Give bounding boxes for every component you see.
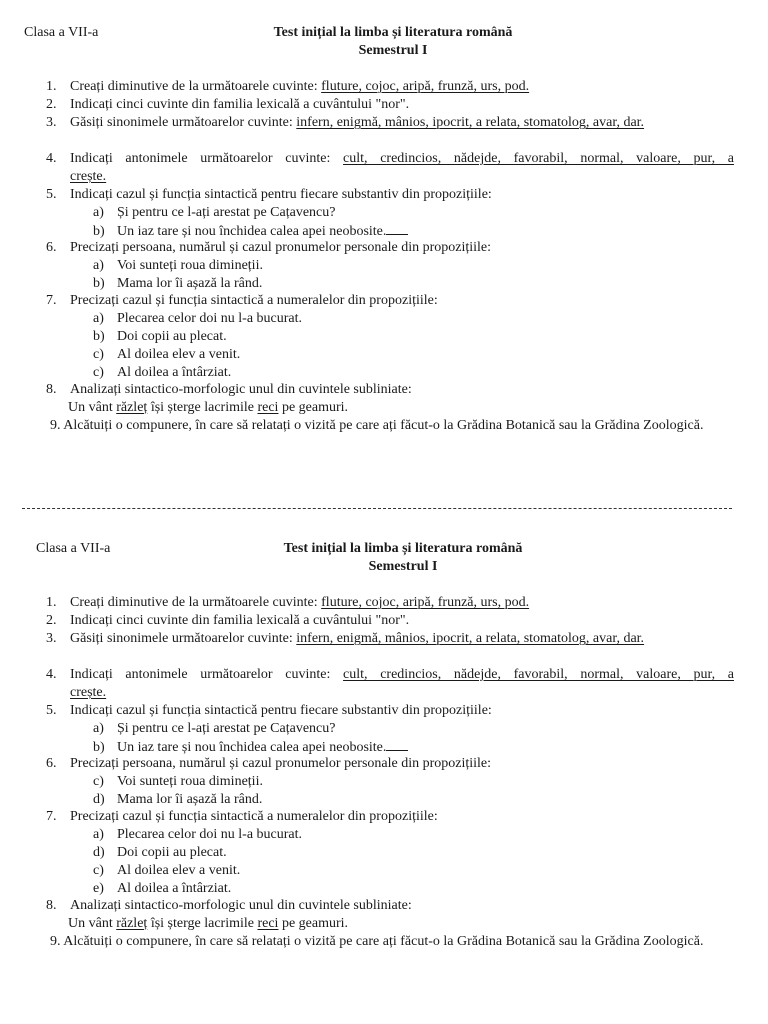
underlined-words: crește. <box>70 169 107 184</box>
question-text: Analizați sintactico-morfologic unul din cuvintele subliniate: <box>70 382 412 397</box>
sentence-part: pe geamuri. <box>278 400 349 415</box>
item-letter: a) <box>93 311 104 326</box>
item-text: Al doilea a întârziat. <box>117 881 232 896</box>
question-number: 8. <box>46 382 57 397</box>
sub-item <box>93 275 262 293</box>
question-number: 2. <box>46 97 57 112</box>
test-header <box>210 540 596 575</box>
item-letter: c) <box>93 774 104 789</box>
question-text <box>70 630 734 648</box>
question-9: 9. Alcătuiți o compunere, în care să relatați o vizită pe care ați făcut-o la Grădina Botanică sau la Grădina Zoologică. <box>50 418 704 433</box>
answer-blank <box>386 738 408 751</box>
item-letter: a) <box>93 721 104 736</box>
test-title: Test inițial la limba și literatura română <box>273 25 513 40</box>
underlined-word: răzleț <box>116 400 148 415</box>
sub-item <box>93 310 302 328</box>
question-text: Precizați persoana, numărul și cazul pronumelor personale din propozițiile: <box>70 756 492 771</box>
item-text: Mama lor îi așază la rând. <box>117 792 263 807</box>
question-number: 2. <box>46 613 57 628</box>
sub-item <box>93 826 302 844</box>
sub-item <box>93 880 231 898</box>
underlined-words: cult, credincios, nădejde, favorabil, normal, valoare, pur, a <box>343 151 734 166</box>
class-label: Clasa a VII-a <box>36 541 111 556</box>
question-text <box>70 594 734 612</box>
question-lead: Creați diminutive de la următoarele cuvinte: <box>70 79 322 94</box>
item-text: Doi copii au plecat. <box>117 329 227 344</box>
sentence-part: pe geamuri. <box>278 916 349 931</box>
item-text: Al doilea elev a venit. <box>117 863 241 878</box>
underlined-words: fluture, cojoc, aripă, frunză, urs, pod. <box>321 79 530 94</box>
item-letter: a) <box>93 827 104 842</box>
question-number: 5. <box>46 703 57 718</box>
question-text <box>70 150 734 168</box>
sub-item <box>93 720 335 738</box>
question-number: 7. <box>46 809 57 824</box>
cut-line-divider <box>22 508 732 509</box>
question-text: Indicați cazul și funcția sintactică pentru fiecare substantiv din propozițiile: <box>70 703 492 718</box>
item-text: Voi sunteți roua dimineții. <box>117 774 263 789</box>
sub-item <box>93 844 227 862</box>
question-number: 4. <box>46 667 57 682</box>
item-letter: b) <box>93 329 105 344</box>
sentence-part: își șterge lacrimile <box>147 916 258 931</box>
item-letter: c) <box>93 347 104 362</box>
sub-item <box>93 773 263 791</box>
question-text-continued <box>70 168 734 186</box>
item-letter: a) <box>93 258 104 273</box>
question-text: Indicați cinci cuvinte din familia lexicală a cuvântului "nor". <box>70 613 410 628</box>
question-number: 6. <box>46 240 57 255</box>
analysis-sentence <box>68 915 348 933</box>
sub-item <box>93 738 408 757</box>
item-letter: e) <box>93 881 104 896</box>
sub-item <box>93 328 227 346</box>
underlined-words: infern, enigmă, mânios, ipocrit, a relata, stomatolog, avar, dar. <box>296 115 645 130</box>
item-letter: b) <box>93 276 105 291</box>
underlined-word: reci <box>257 400 279 415</box>
question-lead: Indicați antonimele următoarelor cuvinte: <box>70 667 344 682</box>
question-text <box>70 78 734 96</box>
item-text: Mama lor îi așază la rând. <box>117 276 263 291</box>
item-text: Și pentru ce l-ați arestat pe Cațavencu? <box>117 205 336 220</box>
underlined-words: cult, credincios, nădejde, favorabil, normal, valoare, pur, a <box>343 667 734 682</box>
question-text <box>70 114 734 132</box>
sentence-part: Un vânt <box>68 916 117 931</box>
item-text: Voi sunteți roua dimineții. <box>117 258 263 273</box>
underlined-word: răzleț <box>116 916 148 931</box>
item-letter: d) <box>93 845 105 860</box>
question-lead: Găsiți sinonimele următoarelor cuvinte: <box>70 115 297 130</box>
question-text: Precizați cazul și funcția sintactică a numeralelor din propozițiile: <box>70 809 438 824</box>
item-letter: c) <box>93 365 104 380</box>
sub-item <box>93 791 262 809</box>
class-label: Clasa a VII-a <box>24 25 99 40</box>
analysis-sentence <box>68 399 348 417</box>
item-text: Un iaz tare și nou închidea calea apei neobosite. <box>117 740 387 755</box>
sentence-part: Un vânt <box>68 400 117 415</box>
item-text: Al doilea a întârziat. <box>117 365 232 380</box>
test-header <box>200 24 586 59</box>
question-text: Indicați cazul și funcția sintactică pentru fiecare substantiv din propozițiile: <box>70 187 492 202</box>
sub-item <box>93 257 263 275</box>
sentence-part: își șterge lacrimile <box>147 400 258 415</box>
question-lead: Găsiți sinonimele următoarelor cuvinte: <box>70 631 297 646</box>
sub-item <box>93 862 240 880</box>
item-text: Plecarea celor doi nu l-a bucurat. <box>117 311 303 326</box>
question-number: 3. <box>46 631 57 646</box>
item-text: Și pentru ce l-ați arestat pe Cațavencu? <box>117 721 336 736</box>
item-letter: b) <box>93 740 105 755</box>
question-number: 8. <box>46 898 57 913</box>
sub-item <box>93 364 231 382</box>
item-text: Al doilea elev a venit. <box>117 347 241 362</box>
question-number: 1. <box>46 79 57 94</box>
item-text: Doi copii au plecat. <box>117 845 227 860</box>
question-text: Precizați cazul și funcția sintactică a numeralelor din propozițiile: <box>70 293 438 308</box>
question-number: 4. <box>46 151 57 166</box>
question-number: 7. <box>46 293 57 308</box>
item-text: Plecarea celor doi nu l-a bucurat. <box>117 827 303 842</box>
test-subtitle: Semestrul I <box>368 558 438 574</box>
question-lead: Indicați antonimele următoarelor cuvinte: <box>70 151 344 166</box>
answer-blank <box>386 222 408 235</box>
sub-item <box>93 204 335 222</box>
sub-item <box>93 346 240 364</box>
sub-item <box>93 222 408 241</box>
underlined-word: reci <box>257 916 279 931</box>
underlined-words: infern, enigmă, mânios, ipocrit, a relata, stomatolog, avar, dar. <box>296 631 645 646</box>
item-letter: c) <box>93 863 104 878</box>
question-number: 3. <box>46 115 57 130</box>
question-9: 9. Alcătuiți o compunere, în care să relatați o vizită pe care ați făcut-o la Grădina Botanică sau la Grădina Zoologică. <box>50 934 704 949</box>
question-lead: Creați diminutive de la următoarele cuvinte: <box>70 595 322 610</box>
test-title: Test inițial la limba și literatura română <box>283 541 523 556</box>
item-text: Un iaz tare și nou închidea calea apei neobosite. <box>117 224 387 239</box>
item-letter: d) <box>93 792 105 807</box>
question-number: 1. <box>46 595 57 610</box>
question-number: 6. <box>46 756 57 771</box>
underlined-words: crește. <box>70 685 107 700</box>
item-letter: a) <box>93 205 104 220</box>
question-text-continued <box>70 684 734 702</box>
question-text <box>70 666 734 684</box>
question-number: 5. <box>46 187 57 202</box>
question-text: Indicați cinci cuvinte din familia lexicală a cuvântului "nor". <box>70 97 410 112</box>
question-text: Analizați sintactico-morfologic unul din cuvintele subliniate: <box>70 898 412 913</box>
underlined-words: fluture, cojoc, aripă, frunză, urs, pod. <box>321 595 530 610</box>
question-text: Precizați persoana, numărul și cazul pronumelor personale din propozițiile: <box>70 240 492 255</box>
item-letter: b) <box>93 224 105 239</box>
test-subtitle: Semestrul I <box>358 42 428 58</box>
